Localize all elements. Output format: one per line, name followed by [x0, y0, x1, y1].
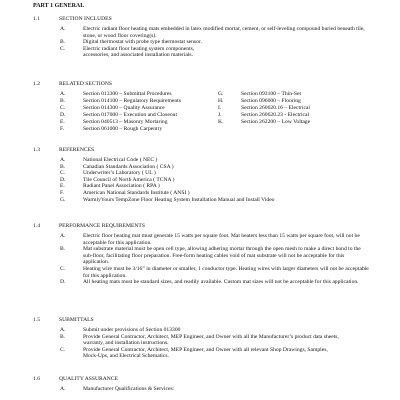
item-letter: D.	[60, 176, 66, 183]
section-heading	[33, 317, 370, 324]
list-item	[33, 233, 370, 246]
item-letter: B.	[60, 39, 66, 46]
item-text: Section 260620.23 - Electrical	[241, 112, 310, 118]
item-letter: A.	[60, 26, 66, 32]
item-letter: E.	[60, 119, 65, 125]
list-item	[33, 386, 370, 393]
section-title: RELATED SECTIONS	[59, 81, 112, 87]
item-text: Provide General Contractor, Architect, MEP Engineer, and Owner with all the Manufacturer’s product data sheets, warranty, and installation instructions.	[83, 333, 339, 347]
section-heading	[33, 81, 370, 88]
item-text: Digital thermostat with probe type thermostat sensor.	[83, 39, 202, 46]
item-letter: J.	[218, 112, 222, 118]
item-text: Electric radiant floor heating system components, accessories, and associated installation materials.	[83, 45, 195, 59]
item-letter: C.	[60, 170, 66, 177]
related-sections-grid	[33, 91, 370, 133]
item-letter: C.	[60, 105, 66, 111]
item-letter: H.	[218, 98, 224, 104]
section-title: REFERENCES	[59, 147, 95, 153]
grid-row	[33, 91, 370, 98]
item-text: Section 017000 – Execution and Closeout	[83, 112, 177, 118]
item-letter: A.	[60, 386, 66, 392]
item-text: Section 061000 – Rough Carpentry	[83, 126, 163, 132]
grid-row	[33, 105, 370, 112]
item-text: Heating wire must be 3/16” in diameter or smaller, 1 conductor type. Heating wires with larger diameters will not be acceptable for this application.	[83, 265, 369, 279]
section-heading	[33, 223, 370, 230]
section-1-2	[33, 81, 370, 133]
section-1-4	[33, 223, 370, 286]
list-item	[33, 334, 370, 347]
section-heading	[33, 376, 370, 383]
grid-row	[33, 98, 370, 105]
item-text: Tile Council of North America ( TCNA )	[83, 176, 175, 183]
item-text: Section 014100 – Regulatory Requirements	[83, 98, 181, 104]
list-item	[33, 347, 370, 360]
list-item	[33, 39, 370, 46]
section-1-5	[33, 317, 370, 360]
list-item	[33, 279, 370, 286]
list-item	[33, 266, 370, 279]
item-letter: K.	[218, 119, 224, 125]
item-text: American National Standards Institute ( ANSI )	[83, 189, 190, 196]
section-1-6	[33, 376, 370, 393]
item-letter: C.	[60, 45, 66, 52]
section-title: SECTION INCLUDES	[59, 16, 112, 22]
grid-row	[33, 112, 370, 119]
item-letter: I.	[218, 105, 222, 111]
section-title: SUBMITTALS	[59, 317, 94, 323]
item-text: Radiant Panel Association ( RPA )	[83, 183, 160, 190]
item-letter: A.	[60, 233, 66, 239]
item-text: Section 093100 – Thin-Set	[241, 91, 302, 97]
item-letter: C.	[60, 265, 66, 272]
item-letter: E.	[60, 183, 65, 190]
section-heading	[33, 16, 370, 23]
item-text: Section 040513 – Masonry Mortaring	[83, 119, 168, 125]
item-text: Electric floor heating mat must generate 15 watts per square foot. Mat heaters less than 15 watts per square foot, will not be acceptable for this application.	[83, 233, 360, 246]
grid-row	[33, 119, 370, 126]
list-item	[33, 190, 370, 197]
item-letter: C.	[60, 346, 66, 353]
item-letter: D.	[60, 112, 66, 118]
item-text: Submit under provisions of Section 013300	[83, 327, 181, 333]
item-text: National Electrical Code ( NEC )	[83, 157, 158, 163]
item-text: Section 013300 – Submittal Procedures	[83, 91, 172, 97]
item-text: Section 260620.16 – Electrical	[241, 105, 310, 111]
item-letter: B.	[60, 163, 66, 170]
list-item	[33, 157, 370, 164]
list-item	[33, 46, 370, 59]
item-letter: B.	[60, 98, 66, 104]
item-text: Mat substrate material must be open cell type, allowing adhering mortar through the open mesh to make a direct bond to the sub-floor, facilitating floor preparation. Free-form heating cables void of mat substrate will not be acceptable for this application.	[83, 246, 361, 266]
list-item	[33, 197, 370, 204]
section-number: 1.6	[33, 376, 40, 382]
section-number: 1.2	[33, 81, 40, 87]
item-letter: F.	[60, 189, 65, 196]
item-text: Underwriter’s Laboratory ( UL )	[83, 170, 156, 177]
part-title: PART 1 GENERAL	[33, 3, 85, 9]
item-text: Electric radiant floor heating mats embedded in latex modified mortar, cement, or self-leveling compound buried beneath tile, stone, or wood floor covering(s).	[83, 26, 365, 39]
section-number: 1.5	[33, 317, 40, 323]
section-1-1	[33, 16, 370, 59]
section-number: 1.3	[33, 147, 40, 153]
item-letter: F.	[60, 126, 65, 132]
section-number: 1.4	[33, 223, 40, 229]
item-text: Manufacturer Qualifications & Services:	[83, 386, 175, 392]
list-item	[33, 170, 370, 177]
section-number: 1.1	[33, 16, 40, 22]
item-letter: G.	[218, 91, 224, 97]
item-letter: D.	[60, 279, 66, 286]
section-title: PERFORMANCE REQUIREMENTS	[59, 223, 145, 229]
item-letter: G.	[60, 196, 66, 203]
list-item	[33, 26, 370, 39]
item-letter: B.	[60, 246, 66, 253]
section-heading	[33, 147, 370, 154]
item-letter: A.	[60, 157, 66, 163]
item-text: Canadian Standards Association ( CSA )	[83, 163, 174, 170]
item-text: Section 096000 – Flooring	[241, 98, 301, 104]
list-item	[33, 246, 370, 266]
grid-row	[33, 126, 370, 133]
item-text: Section 014300 – Quality Assurance	[83, 105, 165, 111]
item-letter: A.	[60, 91, 66, 97]
item-text: WarmlyYours TempZone Floor Heating System Installation Manual and Install Video	[83, 196, 275, 203]
section-title: QUALITY ASSURANCE	[59, 376, 118, 382]
list-item	[33, 327, 370, 334]
section-1-3	[33, 147, 370, 203]
list-item	[33, 183, 370, 190]
item-letter: B.	[60, 333, 66, 340]
item-text: Provide General Contractor, Architect, MEP Engineer, and Owner with all relevant Shop Drawings, Samples, Mock-Ups, and Electrical Schematics.	[83, 346, 328, 360]
item-text: Section 262200 – Low Voltage	[241, 119, 311, 125]
item-letter: A.	[60, 327, 66, 333]
item-text: All heating mats must be standard sizes, and readily available. Custom mat sizes will not be acceptable for this application.	[83, 279, 359, 286]
